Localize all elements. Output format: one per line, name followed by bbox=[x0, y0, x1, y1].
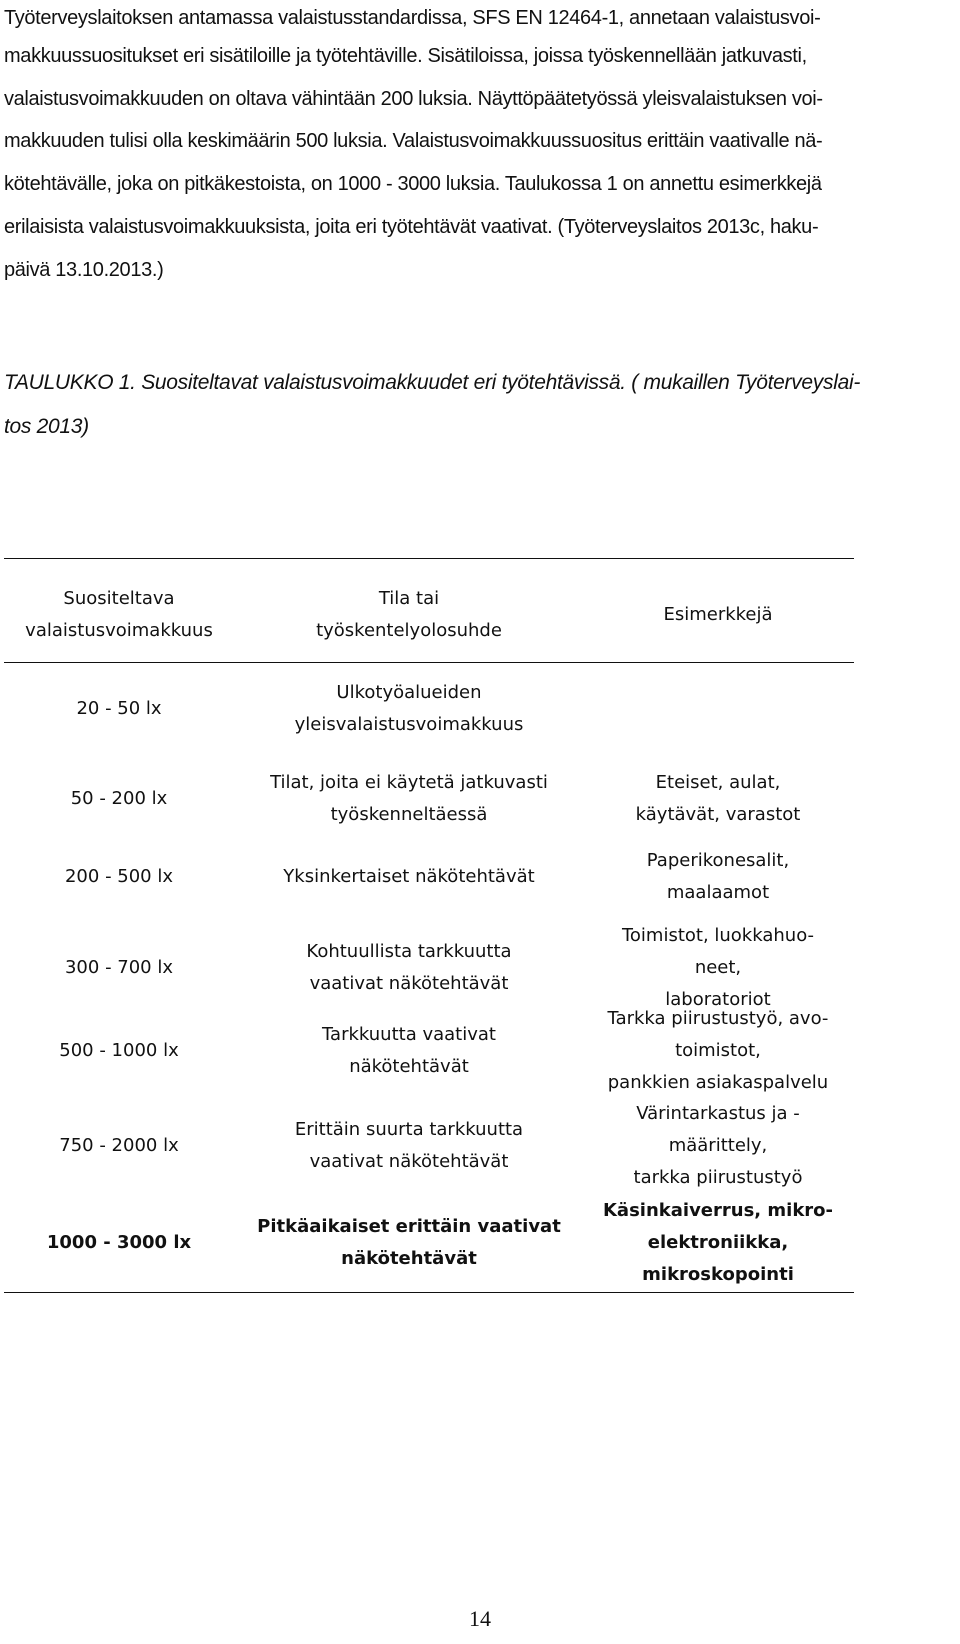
cell-text: 300 - 700 lx bbox=[64, 957, 174, 978]
cell-text: näkötehtävät bbox=[349, 1056, 469, 1077]
cell-text: Eteiset, aulat, bbox=[655, 772, 781, 793]
cell-text: 750 - 2000 lx bbox=[59, 1135, 179, 1156]
cell-text: pankkien asiakaspalvelu bbox=[607, 1072, 829, 1093]
header-text: valaistusvoimakkuus bbox=[25, 620, 213, 641]
table-cell-illuminance bbox=[4, 764, 234, 834]
header-cell-illuminance bbox=[4, 568, 234, 662]
table-cell-illuminance bbox=[4, 1001, 234, 1101]
paragraph-line: makkuuden tulisi olla keskimäärin 500 luksia. Valaistusvoimakkuussuositus erittäin vaativalle nä- bbox=[4, 130, 823, 152]
cell-text: mikroskopointi bbox=[642, 1264, 794, 1285]
cell-text: tarkka piirustustyö bbox=[633, 1167, 803, 1188]
cell-text: Erittäin suurta tarkkuutta bbox=[294, 1119, 524, 1140]
cell-text: Kohtuullista tarkkuutta bbox=[306, 941, 512, 962]
cell-text: laboratoriot bbox=[665, 989, 771, 1010]
cell-text: maalaamot bbox=[666, 882, 770, 903]
cell-text: Pitkäaikaiset erittäin vaativat bbox=[257, 1216, 561, 1237]
cell-text: Yksinkertaiset näkötehtävät bbox=[283, 866, 535, 887]
cell-text: Ulkotyöalueiden bbox=[336, 682, 482, 703]
table-top-rule bbox=[4, 558, 854, 559]
cell-text: Tarkka piirustustyö, avo- bbox=[607, 1008, 829, 1029]
table-cell-condition bbox=[236, 842, 582, 912]
table-cell-condition bbox=[236, 674, 582, 744]
table-cell-examples bbox=[582, 764, 854, 834]
cell-text: Käsinkaiverrus, mikro- bbox=[602, 1200, 834, 1221]
cell-text: 200 - 500 lx bbox=[64, 866, 174, 887]
cell-text: vaativat näkötehtävät bbox=[309, 1151, 509, 1172]
header-text: Tila tai bbox=[378, 588, 440, 609]
cell-text: vaativat näkötehtävät bbox=[309, 973, 509, 994]
cell-text: toimistot, bbox=[675, 1040, 761, 1061]
cell-text: neet, bbox=[694, 957, 742, 978]
cell-text: 20 - 50 lx bbox=[76, 698, 162, 719]
caption-line: TAULUKKO 1. Suositeltavat valaistusvoimakkuudet eri työtehtävissä. ( mukaillen Työterveyslai- bbox=[4, 371, 861, 394]
cell-text: käytävät, varastot bbox=[635, 804, 801, 825]
table-cell-condition bbox=[236, 1192, 582, 1294]
table-bottom-rule bbox=[4, 1292, 854, 1293]
cell-text: näkötehtävät bbox=[341, 1248, 477, 1269]
paragraph-line: erilaisista valaistusvoimakkuuksista, joita eri työtehtävät vaativat. (Työterveyslaitos 2013c, haku- bbox=[4, 216, 819, 238]
table-cell-illuminance bbox=[4, 674, 234, 744]
cell-text: elektroniikka, bbox=[647, 1232, 789, 1253]
cell-text: Paperikonesalit, bbox=[646, 850, 790, 871]
header-text: Esimerkkejä bbox=[663, 604, 773, 625]
table-cell-condition bbox=[236, 1096, 582, 1196]
cell-text: Tilat, joita ei käytetä jatkuvasti bbox=[270, 772, 548, 793]
cell-text: Toimistot, luokkahuo- bbox=[621, 925, 815, 946]
caption-line: tos 2013) bbox=[4, 415, 89, 438]
cell-text: Värintarkastus ja - bbox=[636, 1103, 800, 1124]
table-cell-examples bbox=[582, 1192, 854, 1294]
cell-text: määrittely, bbox=[668, 1135, 768, 1156]
header-cell-examples bbox=[582, 568, 854, 662]
cell-text: työskenneltäessä bbox=[330, 804, 488, 825]
table-cell-illuminance bbox=[4, 842, 234, 912]
cell-text: yleisvalaistusvoimakkuus bbox=[294, 714, 524, 735]
table-cell-condition bbox=[236, 1001, 582, 1101]
cell-text: Tarkkuutta vaativat bbox=[322, 1024, 496, 1045]
table-cell-examples bbox=[582, 842, 854, 912]
table-cell-condition bbox=[236, 764, 582, 834]
header-text: Suositeltava bbox=[63, 588, 175, 609]
table-cell-examples bbox=[582, 1001, 854, 1101]
page-number: 14 bbox=[469, 1606, 491, 1631]
table-header-rule bbox=[4, 662, 854, 663]
paragraph-line: kötehtävälle, joka on pitkäkestoista, on 1000 - 3000 luksia. Taulukossa 1 on annettu esimerkkejä bbox=[4, 173, 822, 195]
header-cell-condition bbox=[236, 568, 582, 662]
paragraph-line: makkuussuositukset eri sisätiloille ja työtehtäville. Sisätiloissa, joissa työskennellään jatkuvasti, bbox=[4, 45, 807, 67]
cell-text: 500 - 1000 lx bbox=[59, 1040, 179, 1061]
cell-text: 50 - 200 lx bbox=[70, 788, 168, 809]
cell-text: 1000 - 3000 lx bbox=[46, 1232, 192, 1253]
table-cell-illuminance bbox=[4, 1192, 234, 1294]
table-cell-examples bbox=[582, 1096, 854, 1196]
header-text: työskentelyolosuhde bbox=[316, 620, 502, 641]
paragraph-line: valaistusvoimakkuuden on oltava vähintään 200 luksia. Näyttöpäätetyössä yleisvalaistuksen voi- bbox=[4, 88, 823, 110]
table-cell-illuminance bbox=[4, 1096, 234, 1196]
paragraph-line: päivä 13.10.2013.) bbox=[4, 259, 164, 281]
paragraph-line: Työterveyslaitoksen antamassa valaistusstandardissa, SFS EN 12464-1, annetaan valaistusvoi- bbox=[4, 7, 821, 29]
